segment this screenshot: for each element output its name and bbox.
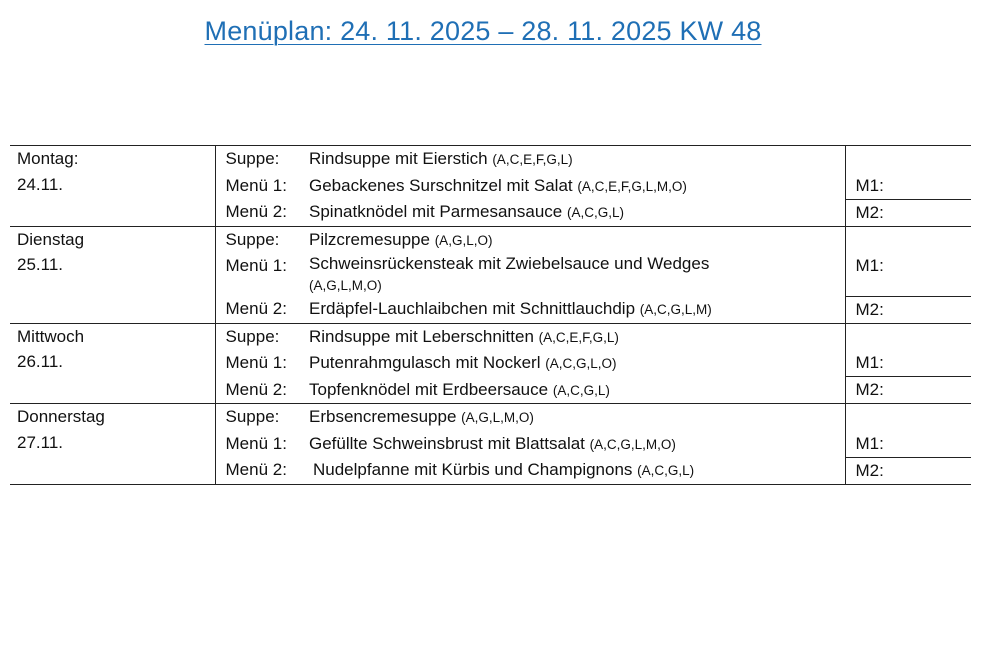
- page-title: Menüplan: 24. 11. 2025 – 28. 11. 2025 KW 48: [204, 16, 762, 46]
- dish-name: Spinatknödel mit Parmesansauce: [309, 202, 563, 221]
- day-name: Donnerstag: [17, 407, 105, 426]
- menu1-dish: [299, 431, 845, 458]
- m1-label: M1:: [855, 433, 884, 453]
- menu2-label: Menü 2:: [215, 199, 299, 226]
- m2-label: M2:: [845, 457, 971, 484]
- menu2-dish: [299, 296, 845, 323]
- day-date: 24.11.: [17, 174, 64, 194]
- day-cell: [10, 323, 215, 404]
- allergen-codes: (A,C,G,L,M): [639, 302, 712, 317]
- day-name: Mittwoch: [17, 326, 85, 346]
- soup-dish: [299, 146, 845, 173]
- allergen-codes: (A,C,G,L): [552, 382, 610, 398]
- day-date: 27.11.: [17, 432, 64, 452]
- soup-dish: [299, 226, 845, 253]
- dish-name: Topfenknödel mit Erdbeersauce: [309, 379, 549, 399]
- m2-label: M2:: [845, 199, 971, 226]
- menu2-dish: [299, 199, 845, 226]
- menu2-label: Menü 2:: [215, 457, 299, 484]
- empty-cell: [845, 323, 971, 350]
- empty-cell: [845, 404, 971, 431]
- day-date: 25.11.: [17, 255, 64, 274]
- menu1-dish: [299, 173, 845, 200]
- day-row-tuesday: [10, 226, 971, 253]
- menu1-dish: [299, 350, 845, 377]
- soup-dish: [299, 404, 845, 431]
- m2-label: M2:: [845, 377, 971, 404]
- dish-name: Pilzcremesuppe: [309, 229, 430, 249]
- menu1-label: Menü 1:: [215, 431, 299, 458]
- menu2-label: Menü 2:: [215, 377, 299, 404]
- day-row-wednesday: [10, 323, 971, 350]
- menu1-label: Menü 1:: [215, 253, 299, 296]
- menu-table: [10, 145, 971, 485]
- day-cell: [10, 146, 215, 227]
- dish-name: Putenrahmgulasch mit Nockerl: [309, 353, 541, 372]
- day-row-monday: [10, 146, 971, 173]
- m1-label: M1:: [855, 256, 884, 275]
- allergen-codes: (A,C,G,L): [637, 463, 695, 478]
- empty-cell: [845, 146, 971, 173]
- m1-label: M1:: [855, 175, 884, 195]
- dish-name: Nudelpfanne mit Kürbis und Champignons: [313, 460, 633, 479]
- dish-name: Schweinsrückensteak mit Zwiebelsauce und Wedges: [309, 254, 710, 273]
- menu2-label: Menü 2:: [215, 296, 299, 323]
- dish-name: Rindsuppe mit Leberschnitten: [309, 326, 534, 346]
- day-cell: [10, 404, 215, 485]
- menu2-dish: [299, 457, 845, 484]
- day-date: 26.11.: [17, 352, 64, 371]
- soup-label: Suppe:: [215, 146, 299, 173]
- menu1-label: Menü 1:: [215, 350, 299, 377]
- soup-label: Suppe:: [215, 323, 299, 350]
- dish-name: Gefüllte Schweinsbrust mit Blattsalat: [309, 433, 585, 453]
- menu1-dish: [299, 253, 845, 296]
- dish-name: Erdäpfel-Lauchlaibchen mit Schnittlauchdip: [309, 299, 636, 318]
- allergen-codes: (A,G,L,M,O): [309, 278, 382, 293]
- menu2-dish: [299, 377, 845, 404]
- m2-label: M2:: [845, 296, 971, 323]
- day-row-thursday: [10, 404, 971, 431]
- allergen-codes: (A,C,G,L,O): [545, 356, 617, 371]
- soup-label: Suppe:: [215, 404, 299, 431]
- allergen-codes: (A,G,L,O): [434, 232, 493, 248]
- allergen-codes: (A,C,G,L,M,O): [589, 436, 676, 452]
- menu1-label: Menü 1:: [215, 173, 299, 200]
- allergen-codes: (A,C,E,F,G,L): [538, 329, 619, 345]
- m1-label: M1:: [855, 353, 884, 372]
- dish-name: Gebackenes Surschnitzel mit Salat: [309, 175, 573, 195]
- allergen-codes: (A,C,E,F,G,L,M,O): [577, 178, 687, 194]
- empty-cell: [845, 226, 971, 253]
- day-cell: [10, 226, 215, 323]
- soup-label: Suppe:: [215, 226, 299, 253]
- soup-dish: [299, 323, 845, 350]
- dish-name: Rindsuppe mit Eierstich: [309, 149, 488, 168]
- allergen-codes: (A,G,L,M,O): [461, 410, 534, 425]
- day-name: Montag:: [17, 149, 79, 168]
- dish-name: Erbsencremesuppe: [309, 407, 457, 426]
- allergen-codes: (A,C,E,F,G,L): [492, 152, 573, 167]
- day-name: Dienstag: [17, 229, 85, 249]
- allergen-codes: (A,C,G,L): [566, 205, 624, 220]
